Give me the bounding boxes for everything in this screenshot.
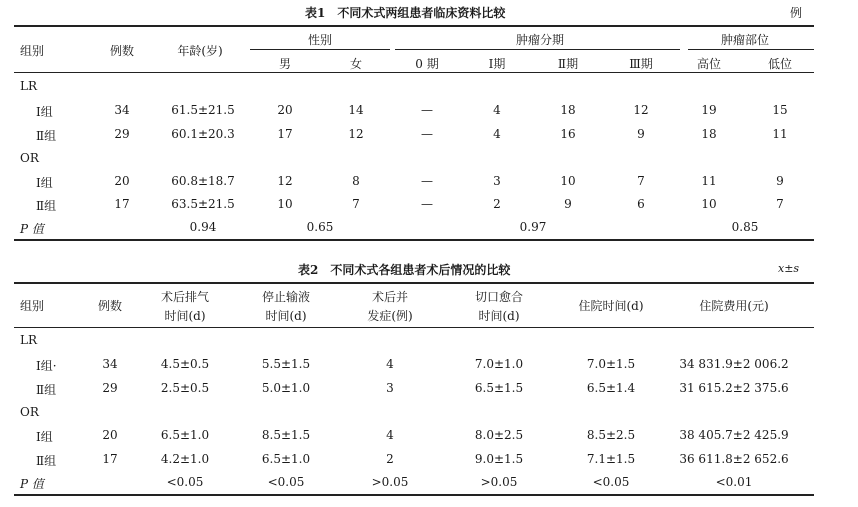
t1-row-low: 9 <box>776 174 784 188</box>
t2-row-cases: 34 <box>102 357 118 371</box>
t1-row-high: 10 <box>701 197 717 211</box>
t1-row-male: 12 <box>277 174 293 188</box>
t1-row-high: 18 <box>701 127 717 141</box>
t2-row-exhaust: 4.5±0.5 <box>160 357 210 371</box>
t1-header-stage: 肿瘤分期 <box>515 33 565 47</box>
t2-row-infusion: 6.5±1.0 <box>261 452 311 466</box>
t2-p-label: P 值 <box>20 477 44 491</box>
t1-row-low: 15 <box>772 103 788 117</box>
t2-p-stay: <0.05 <box>592 475 630 489</box>
t1-row-group: Ⅰ组 <box>36 176 53 190</box>
t2-header-heal-2: 时间(d) <box>478 309 520 323</box>
t2-section-or: OR <box>20 405 39 419</box>
t2-header-comp-2: 发症(例) <box>367 309 413 323</box>
table-1-bottom-rule <box>14 239 814 241</box>
t1-row-age: 60.1±20.3 <box>171 127 235 141</box>
t1-p-site: 0.85 <box>731 220 759 234</box>
t2-row-infusion: 5.0±1.0 <box>261 381 311 395</box>
table-1-unit: 例 <box>790 6 803 20</box>
t1-sex-spanner-rule <box>250 49 390 50</box>
t2-row-group: Ⅰ组 <box>36 430 53 444</box>
t2-row-heal: 9.0±1.5 <box>474 452 524 466</box>
t1-header-bottom-rule <box>14 72 814 73</box>
t1-header-age: 年龄(岁) <box>177 44 223 58</box>
t1-row-stage0: — <box>421 127 433 141</box>
t1-row-stage1: 2 <box>493 197 501 211</box>
t1-section-or: OR <box>20 151 39 165</box>
t1-section-lr: LR <box>20 79 38 93</box>
t1-row-high: 19 <box>701 103 717 117</box>
t2-row-comp: 4 <box>386 357 394 371</box>
t1-row-stage2: 9 <box>564 197 572 211</box>
table-1-top-rule <box>14 25 814 27</box>
t1-row-stage3: 12 <box>633 103 649 117</box>
t2-header-stay: 住院时间(d) <box>578 299 644 313</box>
t2-p-infusion: <0.05 <box>267 475 305 489</box>
t1-site-spanner-rule <box>688 49 814 50</box>
t2-row-group: Ⅰ组· <box>36 359 57 373</box>
t1-p-label: P 值 <box>20 222 44 236</box>
t2-header-bottom-rule <box>14 327 814 328</box>
t2-section-lr: LR <box>20 333 38 347</box>
t2-row-cost: 38 405.7±2 425.9 <box>679 428 789 442</box>
t2-p-cost: <0.01 <box>715 475 753 489</box>
t2-row-cost: 31 615.2±2 375.6 <box>679 381 789 395</box>
t2-header-infusion-1: 停止输液 <box>261 290 311 304</box>
t1-row-cases: 29 <box>114 127 130 141</box>
t2-row-infusion: 8.5±1.5 <box>261 428 311 442</box>
t1-row-stage3: 7 <box>637 174 645 188</box>
t1-header-high: 高位 <box>696 57 722 71</box>
t1-row-stage1: 4 <box>493 127 501 141</box>
t2-row-group: Ⅱ组 <box>36 454 57 468</box>
t2-row-exhaust: 4.2±1.0 <box>160 452 210 466</box>
t2-header-exhaust-1: 术后排气 <box>160 290 210 304</box>
t1-row-female: 14 <box>348 103 364 117</box>
t2-row-cases: 29 <box>102 381 118 395</box>
t1-header-stage3: Ⅲ期 <box>629 57 653 71</box>
t1-row-group: Ⅱ组 <box>36 199 57 213</box>
t2-row-stay: 7.0±1.5 <box>586 357 636 371</box>
t1-header-male: 男 <box>278 57 292 71</box>
t2-header-cost: 住院费用(元) <box>699 299 769 313</box>
t2-header-exhaust-2: 时间(d) <box>164 309 206 323</box>
t1-row-stage1: 3 <box>493 174 501 188</box>
t1-row-stage0: — <box>421 103 433 117</box>
t1-header-sex: 性别 <box>307 33 333 47</box>
t1-row-female: 8 <box>352 174 360 188</box>
t1-row-cases: 34 <box>114 103 130 117</box>
t2-row-stay: 8.5±2.5 <box>586 428 636 442</box>
t2-p-comp: >0.05 <box>371 475 409 489</box>
t2-row-heal: 7.0±1.0 <box>474 357 524 371</box>
t1-row-age: 61.5±21.5 <box>171 103 235 117</box>
t1-header-female: 女 <box>349 57 363 71</box>
t2-row-stay: 7.1±1.5 <box>586 452 636 466</box>
t2-row-comp: 3 <box>386 381 394 395</box>
t1-row-age: 60.8±18.7 <box>171 174 235 188</box>
t1-row-low: 11 <box>772 127 788 141</box>
table-2-bottom-rule <box>14 494 814 496</box>
t2-row-group: Ⅱ组 <box>36 383 57 397</box>
t1-p-stage: 0.97 <box>519 220 547 234</box>
t2-row-heal: 6.5±1.5 <box>474 381 524 395</box>
t2-header-heal-1: 切口愈合 <box>474 290 524 304</box>
t1-row-low: 7 <box>776 197 784 211</box>
t1-row-group: Ⅰ组 <box>36 105 53 119</box>
t1-row-cases: 20 <box>114 174 130 188</box>
t1-row-cases: 17 <box>114 197 130 211</box>
t1-header-group: 组别 <box>20 44 45 58</box>
t2-p-exhaust: <0.05 <box>166 475 204 489</box>
t1-header-stage0: 0 期 <box>415 57 439 71</box>
t1-row-stage0: — <box>421 174 433 188</box>
t1-row-stage1: 4 <box>493 103 501 117</box>
table-1-title: 表1 不同术式两组患者临床资料比较 <box>305 6 506 20</box>
t2-header-comp-1: 术后并 <box>371 290 409 304</box>
t1-row-high: 11 <box>701 174 717 188</box>
table-2-title: 表2 不同术式各组患者术后情况的比较 <box>298 263 511 277</box>
t2-row-cost: 34 831.9±2 006.2 <box>679 357 789 371</box>
t2-header-group: 组别 <box>20 299 45 313</box>
t2-row-cases: 17 <box>102 452 118 466</box>
t1-header-stage2: Ⅱ期 <box>557 57 579 71</box>
t1-row-female: 12 <box>348 127 364 141</box>
table-2-top-rule <box>14 282 814 284</box>
t2-row-exhaust: 2.5±0.5 <box>160 381 210 395</box>
t1-row-group: Ⅱ组 <box>36 129 57 143</box>
t2-header-cases: 例数 <box>97 299 123 313</box>
t2-row-stay: 6.5±1.4 <box>586 381 636 395</box>
t1-row-age: 63.5±21.5 <box>171 197 235 211</box>
t1-header-low: 低位 <box>767 57 793 71</box>
t1-row-male: 20 <box>277 103 293 117</box>
t1-p-age: 0.94 <box>189 220 217 234</box>
t1-row-stage2: 16 <box>560 127 576 141</box>
t1-row-female: 7 <box>352 197 360 211</box>
t1-header-cases: 例数 <box>109 44 135 58</box>
t2-p-heal: >0.05 <box>480 475 518 489</box>
t1-row-stage0: — <box>421 197 433 211</box>
t1-p-sex: 0.65 <box>306 220 334 234</box>
table-2-unit: x±s <box>778 262 800 275</box>
t2-row-comp: 4 <box>386 428 394 442</box>
t2-header-infusion-2: 时间(d) <box>265 309 307 323</box>
t1-header-site: 肿瘤部位 <box>720 33 770 47</box>
t1-stage-spanner-rule <box>395 49 680 50</box>
t2-row-cases: 20 <box>102 428 118 442</box>
t1-row-stage2: 10 <box>560 174 576 188</box>
t1-row-male: 17 <box>277 127 293 141</box>
t2-row-cost: 36 611.8±2 652.6 <box>679 452 789 466</box>
t1-row-male: 10 <box>277 197 293 211</box>
t1-row-stage2: 18 <box>560 103 576 117</box>
t1-header-stage1: Ⅰ期 <box>488 57 506 71</box>
t2-row-heal: 8.0±2.5 <box>474 428 524 442</box>
t2-row-comp: 2 <box>386 452 394 466</box>
t1-row-stage3: 6 <box>637 197 645 211</box>
t1-row-stage3: 9 <box>637 127 645 141</box>
t2-row-infusion: 5.5±1.5 <box>261 357 311 371</box>
t2-row-exhaust: 6.5±1.0 <box>160 428 210 442</box>
